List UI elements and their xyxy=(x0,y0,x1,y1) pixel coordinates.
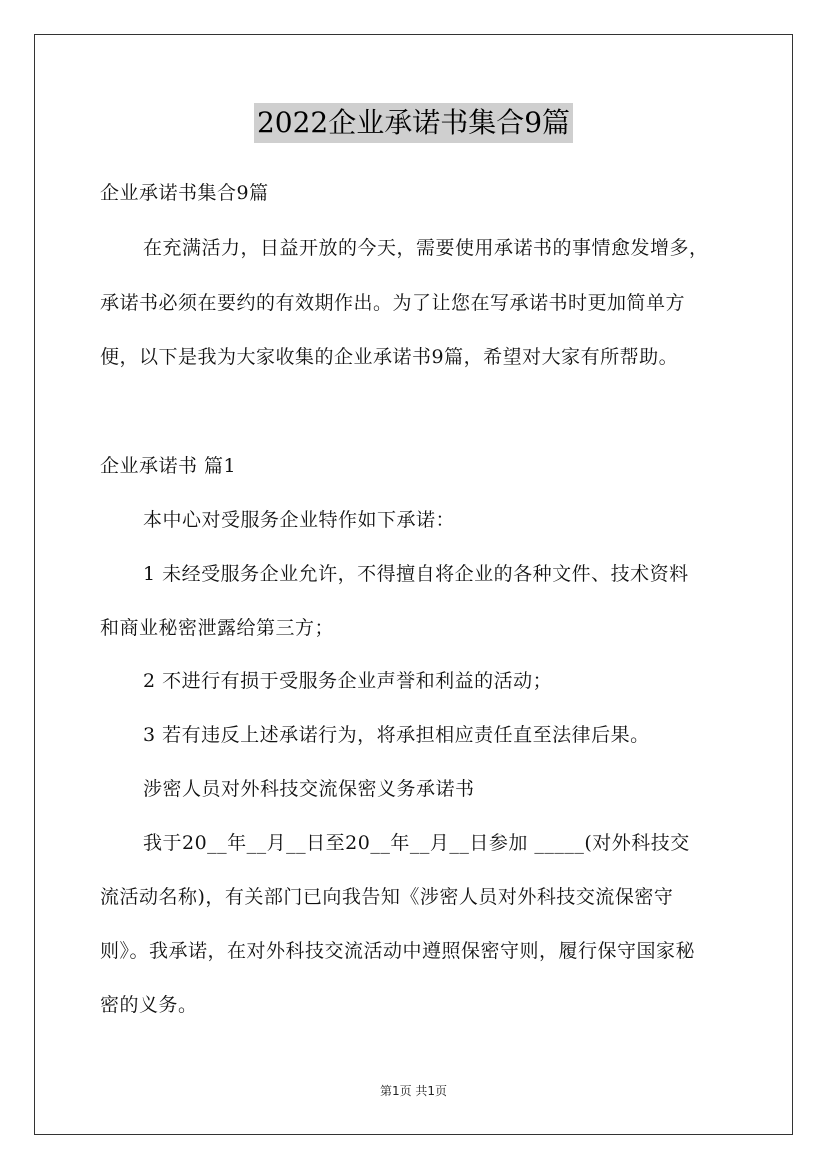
page-footer: 第1页 共1页 xyxy=(379,1084,448,1098)
paragraph-line: 我于20__年__月__日至20__年__月__日参加 _____(对外科技交 xyxy=(143,832,690,854)
paragraph-line: 1 未经受服务企业允许，不得擅自将企业的各种文件、技术资料 xyxy=(143,563,689,585)
paragraph-line: 2 不进行有损于受服务企业声誉和利益的活动； xyxy=(143,670,553,692)
paragraph-line: 在充满活力，日益开放的今天，需要使用承诺书的事情愈发增多， xyxy=(143,237,709,259)
paragraph-line: 承诺书必须在要约的有效期作出。为了让您在写承诺书时更加简单方 xyxy=(100,292,686,314)
document-title: 2022企业承诺书集合9篇 xyxy=(254,103,573,143)
paragraph-line: 流活动名称)，有关部门已向我告知《涉密人员对外科技交流保密守 xyxy=(100,886,674,908)
paragraph-line: 便，以下是我为大家收集的企业承诺书9篇，希望对大家有所帮助。 xyxy=(100,346,679,368)
section-heading: 企业承诺书 篇1 xyxy=(100,455,237,477)
paragraph-line: 3 若有违反上述承诺行为，将承担相应责任直至法律后果。 xyxy=(143,724,650,746)
paragraph-line: 涉密人员对外科技交流保密义务承诺书 xyxy=(143,778,475,800)
paragraph-line: 本中心对受服务企业特作如下承诺： xyxy=(143,509,456,531)
title-container xyxy=(0,103,827,143)
subtitle-line: 企业承诺书集合9篇 xyxy=(100,182,269,204)
paragraph-line: 密的义务。 xyxy=(100,994,198,1016)
paragraph-line: 和商业秘密泄露给第三方； xyxy=(100,617,335,639)
paragraph-line: 则》。我承诺，在对外科技交流活动中遵照保密守则，履行保守国家秘 xyxy=(100,940,696,962)
